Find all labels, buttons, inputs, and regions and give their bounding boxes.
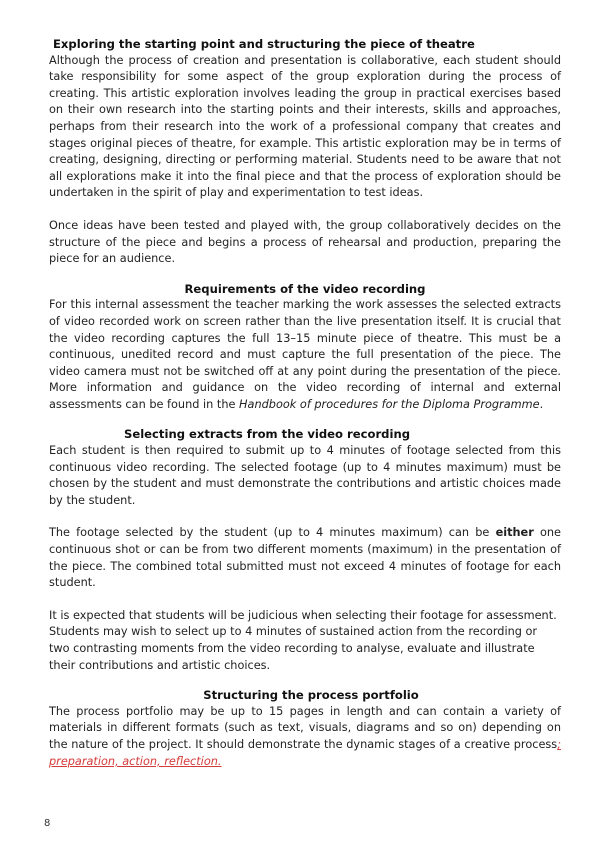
handbook-title: Handbook of procedures for the Diploma Programme (239, 397, 540, 411)
page-number: 8 (44, 818, 51, 829)
paragraph-video-1 (49, 297, 561, 413)
paragraph-video-1-text: For this internal assessment the teacher marking the work assesses the selected extracts of video recorded work on screen rather than the live presentation itself. It is crucial that the video recording captures the full 13–15 minute piece of theatre. This must be a continuous, unedited record and must capture the full presentation of the piece. The video camera must not be switched off at any point during the presentation of the piece. More information and guidance on the video recording of internal and external assessments can be found in the (49, 298, 561, 411)
document-body (49, 36, 561, 770)
heading-exploring: Exploring the starting point and structuring the piece of theatre (53, 37, 475, 51)
creative-stages-link[interactable]: ; preparation, action, reflection. (49, 737, 561, 768)
paragraph-portfolio-1-text: The process portfolio may be up to 15 pages in length and can contain a variety of materials in different formats (such as text, visuals, diagrams and so on) depending on the nature of the project. It should demonstrate the dynamic stages of a creative process (49, 704, 561, 751)
heading-process-portfolio: Structuring the process portfolio (203, 688, 419, 703)
heading-video-requirements: Requirements of the video recording (184, 281, 426, 296)
paragraph-portfolio-1 (49, 704, 561, 770)
paragraph-extracts-2 (49, 525, 561, 591)
paragraph-extracts-2-end: one continuous shot or can be from two different moments (maximum) in the presentation of the piece. The combined total submitted must not exceed 4 minutes of footage for each student. (49, 526, 561, 590)
heading-selecting-extracts: Selecting extracts from the video recording (124, 427, 410, 442)
paragraph-extracts-1: Each student is then required to submit up to 4 minutes of footage selected from this continuous video recording. The selected footage (up to 4 minutes maximum) must be chosen by the student and must demonstrate the contributions and artistic choices made by the student. (49, 444, 561, 507)
emphasis-either: either (495, 526, 534, 540)
paragraph-exploring-2: Once ideas have been tested and played with, the group collaboratively decides on the structure of the piece and begins a process of rehearsal and production, preparing the piece for an audience. (49, 218, 561, 266)
paragraph-video-1-end: . (539, 397, 544, 411)
paragraph-exploring-1: Although the process of creation and presentation is collaborative, each student should take responsibility for some aspect of the group exploration during the process of creating. This artistic exploration involves leading the group in practical exercises based on their own research into the starting points and their interests, skills and approaches, perhaps from their research into the work of a professional company that creates and stages original pieces of theatre, for example. This artistic exploration may be in terms of creating, designing, directing or performing material. Students need to be aware that not all explorations make it into the final piece and that the process of exploration should be undertaken in the spirit of play and experimentation to test ideas. (49, 53, 561, 200)
paragraph-extracts-2-start: The footage selected by the student (up to 4 minutes maximum) can be (49, 526, 496, 540)
paragraph-extracts-3: It is expected that students will be judicious when selecting their footage for assessment. Students may wish to select up to 4 minutes of sustained action from the recording or two contrasting moments from the video recording to analyse, evaluate and illustrate their contributions and artistic choices. (49, 608, 557, 672)
